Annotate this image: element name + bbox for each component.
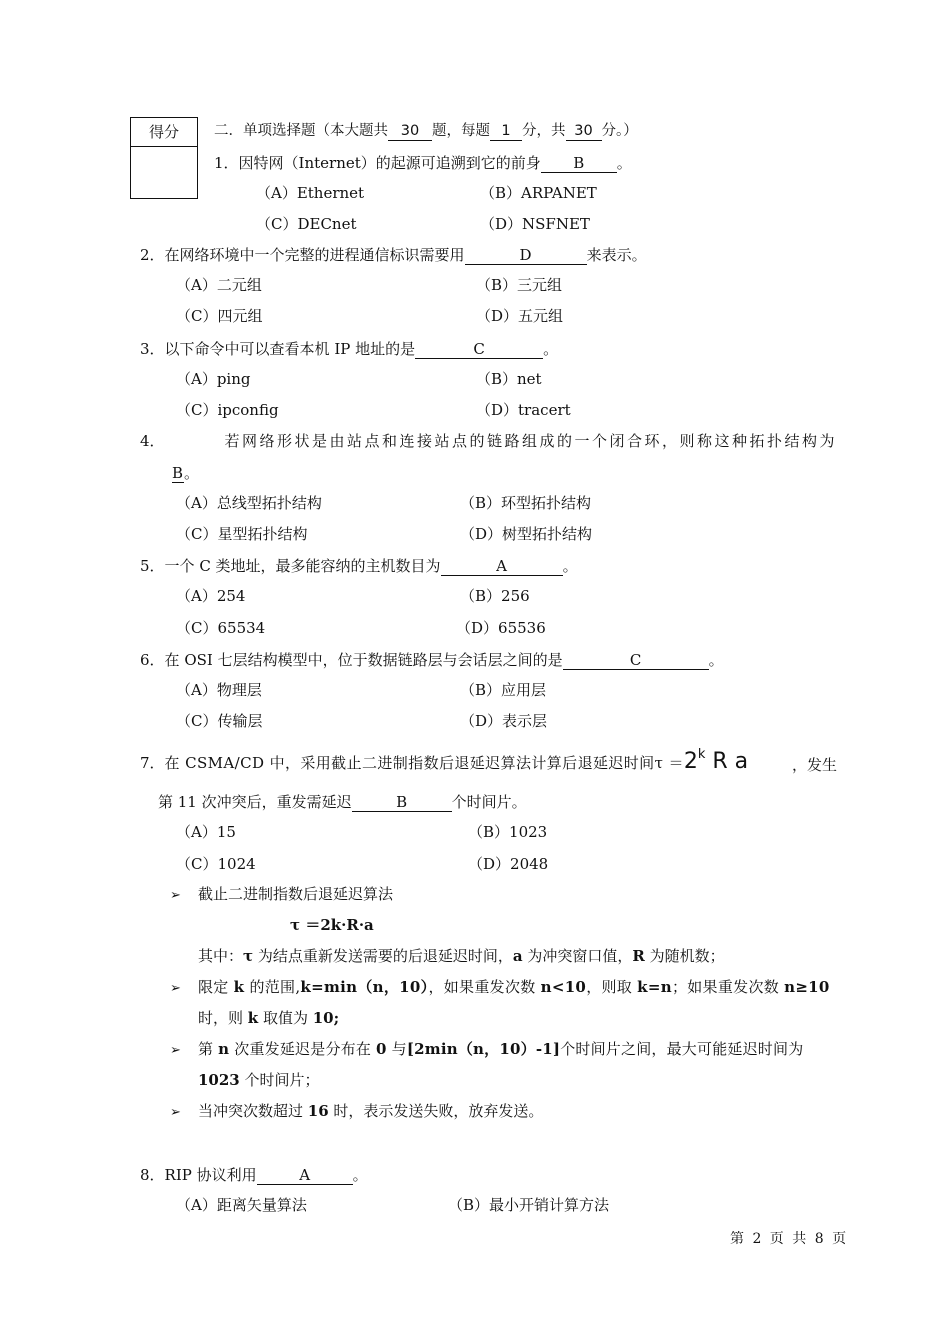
question-3: 3．以下命令中可以查看本机 IP 地址的是 C 。 — [140, 340, 559, 358]
option-7a: （A）15 — [176, 823, 236, 841]
option-5d: （D）65536 — [456, 619, 546, 637]
section-heading: 二．单项选择题（本大题共 30 题，每题 1 分，共 30 分。） — [214, 123, 638, 139]
option-6c: （C）传输层 — [176, 712, 263, 730]
backoff-formula: 2$^k$ R a — [683, 747, 749, 774]
total-points: 30 — [566, 124, 602, 141]
option-1b: （B）ARPANET — [480, 184, 597, 202]
page-footer: 第 2 页 共 8 页 — [730, 1231, 849, 1247]
answer-7: B — [352, 794, 452, 812]
bullet-icon: ➢ — [170, 1105, 181, 1120]
bullet-icon: ➢ — [170, 888, 181, 903]
answer-6: C — [563, 652, 709, 670]
note-1-formula: τ ＝2k·R·a — [290, 916, 374, 934]
question-6: 6．在 OSI 七层结构模型中，位于数据链路层与会话层之间的是 C 。 — [140, 651, 724, 669]
score-label: 得分 — [131, 118, 197, 147]
option-2a: （A）二元组 — [176, 276, 262, 294]
option-1a: （A）Ethernet — [256, 184, 365, 202]
option-6a: （A）物理层 — [176, 681, 262, 699]
option-3b: （B）net — [476, 370, 542, 388]
question-count: 30 — [388, 124, 432, 141]
bullet-icon: ➢ — [170, 981, 181, 996]
option-2c: （C）四元组 — [176, 307, 263, 325]
question-5: 5．一个 C 类地址，最多能容纳的主机数目为 A 。 — [140, 557, 578, 575]
option-8b: （B）最小开销计算方法 — [448, 1196, 610, 1214]
option-5a: （A）254 — [176, 587, 246, 605]
option-1d: （D）NSFNET — [480, 215, 590, 233]
option-3d: （D）tracert — [476, 401, 571, 419]
note-1-title: 截止二进制指数后退延迟算法 — [198, 885, 394, 903]
question-7-line2: 第 11 次冲突后，重发需延迟 B 个时间片。 — [158, 793, 527, 811]
question-4: 4． 若网络形状是由站点和连接站点的链路组成的一个闭合环，则称这种拓扑结构为 — [140, 432, 837, 450]
points-each: 1 — [490, 124, 522, 141]
option-3a: （A）ping — [176, 370, 251, 388]
option-6b: （B）应用层 — [460, 681, 547, 699]
option-7b: （B）1023 — [468, 823, 548, 841]
question-7: 7．在 CSMA/CD 中，采用截止二进制指数后退延迟算法计算后退延迟时间$\tau =2^k$ R a ，发生 — [140, 747, 837, 774]
option-4c: （C）星型拓扑结构 — [176, 525, 308, 543]
score-cell — [131, 147, 197, 198]
note-1-explain: 其中：τ 为结点重新发送需要的后退延迟时间，a 为冲突窗口值，R 为随机数； — [198, 947, 725, 965]
option-1c: （C）DECnet — [256, 215, 357, 233]
option-7d: （D）2048 — [468, 855, 549, 873]
option-2b: （B）三元组 — [476, 276, 563, 294]
option-4a: （A）总线型拓扑结构 — [176, 494, 322, 512]
question-1: 1．因特网（Internet）的起源可追溯到它的前身 B 。 — [214, 154, 632, 172]
answer-1: B — [541, 155, 617, 173]
note-3-line2: 1023 个时间片； — [198, 1071, 320, 1089]
question-2: 2．在网络环境中一个完整的进程通信标识需要用 D 来表示。 — [140, 246, 647, 264]
answer-2: D — [465, 247, 587, 265]
option-5c: （C）65534 — [176, 619, 266, 637]
option-7c: （C）1024 — [176, 855, 256, 873]
note-2: 限定 k 的范围,k=min（n，10），如果重发次数 n<10，则取 k=n；如果重发次数 n≥10 — [198, 978, 830, 996]
answer-4: B — [172, 464, 184, 482]
option-4d: （D）树型拓扑结构 — [460, 525, 593, 543]
option-3c: （C）ipconfig — [176, 401, 279, 419]
answer-8: A — [257, 1167, 353, 1185]
bullet-icon: ➢ — [170, 1043, 181, 1058]
option-8a: （A）距离矢量算法 — [176, 1196, 307, 1214]
note-3: 第 n 次重发延迟是分布在 0 与[2min（n，10）-1]个时间片之间，最大可能延迟时间为 — [198, 1040, 804, 1058]
score-box — [130, 117, 198, 199]
answer-5: A — [441, 558, 563, 576]
note-2-line2: 时，则 k 取值为 10; — [198, 1009, 340, 1027]
note-4: 当冲突次数超过 16 时，表示发送失败，放弃发送。 — [198, 1102, 544, 1120]
question-4-line2: B。 — [172, 464, 200, 482]
option-4b: （B）环型拓扑结构 — [460, 494, 592, 512]
option-2d: （D）五元组 — [476, 307, 564, 325]
option-6d: （D）表示层 — [460, 712, 548, 730]
option-5b: （B）256 — [460, 587, 530, 605]
question-8: 8．RIP 协议利用 A 。 — [140, 1166, 368, 1184]
answer-3: C — [415, 341, 543, 359]
